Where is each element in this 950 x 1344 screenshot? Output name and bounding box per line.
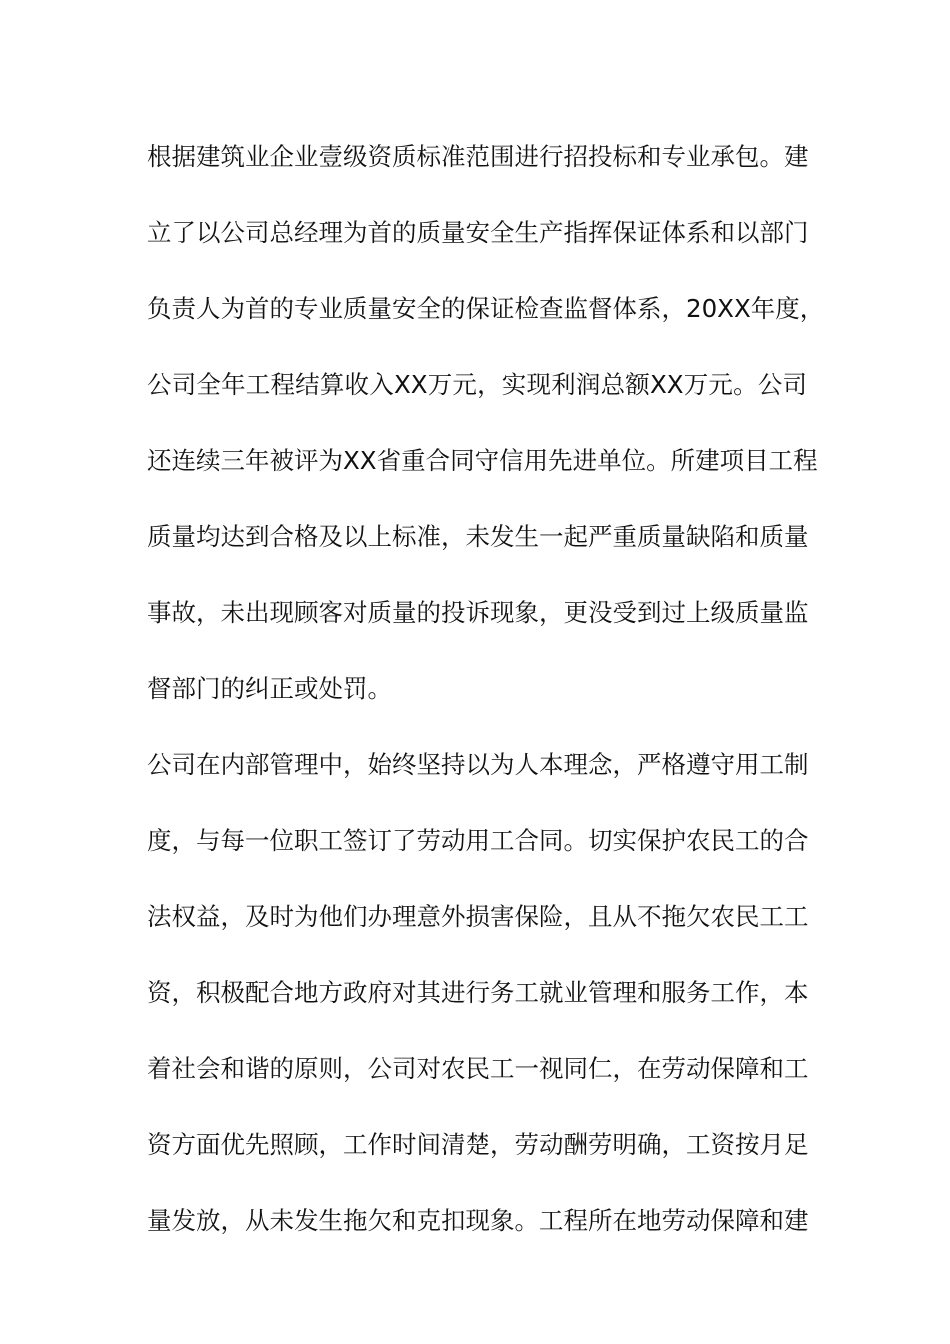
text-line: 着社会和谐的原则，公司对农民工一视同仁，在劳动保障和工 [147,1054,809,1083]
text-line: 立了以公司总经理为首的质量安全生产指挥保证体系和以部门 [147,218,809,247]
text-line: 法权益，及时为他们办理意外损害保险，且从不拖欠农民工工 [147,902,809,931]
text-line: 负责人为首的专业质量安全的保证检查监督体系，20XX年度， [147,294,825,323]
text-line: 事故，未出现顾客对质量的投诉现象，更没受到过上级质量监 [147,598,809,627]
text-line: 公司全年工程结算收入XX万元，实现利润总额XX万元。公司 [147,370,807,399]
text-line: 质量均达到合格及以上标准，未发生一起严重质量缺陷和质量 [147,522,809,551]
text-line: 公司在内部管理中，始终坚持以为人本理念，严格遵守用工制 [147,750,809,779]
text-line: 度，与每一位职工签订了劳动用工合同。切实保护农民工的合 [147,826,809,855]
text-line: 还连续三年被评为XX省重合同守信用先进单位。所建项目工程 [147,446,818,475]
text-line: 资，积极配合地方政府对其进行务工就业管理和服务工作，本 [147,978,809,1007]
text-line: 量发放，从未发生拖欠和克扣现象。工程所在地劳动保障和建 [147,1206,809,1235]
text-line: 根据建筑业企业壹级资质标准范围进行招投标和专业承包。建 [147,142,809,171]
text-line: 督部门的纠正或处罚。 [147,674,392,703]
text-line: 资方面优先照顾，工作时间清楚，劳动酬劳明确，工资按月足 [147,1130,809,1159]
